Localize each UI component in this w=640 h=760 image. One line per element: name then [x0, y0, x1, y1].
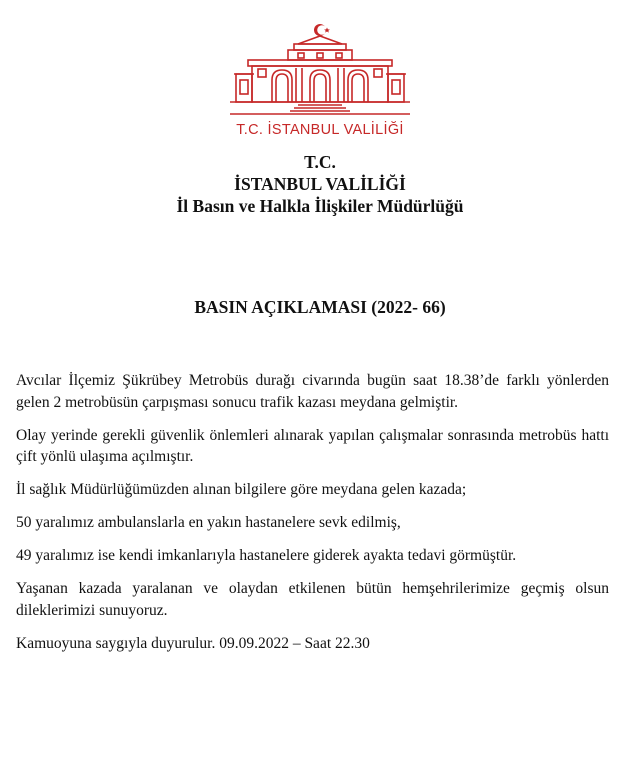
document-header — [0, 151, 640, 217]
header-line-istanbul-valiligi: İSTANBUL VALİLİĞİ — [234, 174, 406, 194]
building-emblem-icon — [228, 18, 412, 118]
logo-text: T.C. İSTANBUL VALİLİĞİ — [236, 122, 404, 138]
header-line-tc: T.C. — [304, 152, 336, 172]
header-line-directorate: İl Basın ve Halkla İlişkiler Müdürlüğü — [176, 196, 464, 216]
paragraph: İl sağlık Müdürlüğümüzden alınan bilgilere göre meydana gelen kazada; — [16, 481, 467, 498]
paragraph: Yaşanan kazada yaralanan ve olaydan etkilenen bütün hemşehrilerimize geçmiş olsun dileklerimizi sunuyoruz. — [16, 580, 609, 619]
governorship-logo — [228, 18, 412, 140]
paragraph: Olay yerinde gerekli güvenlik önlemleri alınarak yapılan çalışmalar sonrasında metrobüs hattı çift yönlü ulaşıma açılmıştır. — [16, 426, 609, 465]
press-release-title: BASIN AÇIKLAMASI (2022- 66) — [194, 297, 446, 317]
paragraph: Avcılar İlçemiz Şükrübey Metrobüs durağı civarında bugün saat 18.38’de farklı yönlerden gelen 2 metrobüsün çarpışması sonucu trafik kazası meydana gelmiştir. — [16, 372, 609, 411]
paragraph: Kamuoyuna saygıyla duyurulur. 09.09.2022 – Saat 22.30 — [16, 634, 370, 652]
paragraph: 50 yaralımız ambulanslarla en yakın hastanelere sevk edilmiş, — [16, 514, 401, 531]
document-body — [16, 370, 609, 666]
paragraph: 49 yaralımız ise kendi imkanlarıyla hastanelere giderek ayakta tedavi görmüştür. — [16, 547, 517, 564]
